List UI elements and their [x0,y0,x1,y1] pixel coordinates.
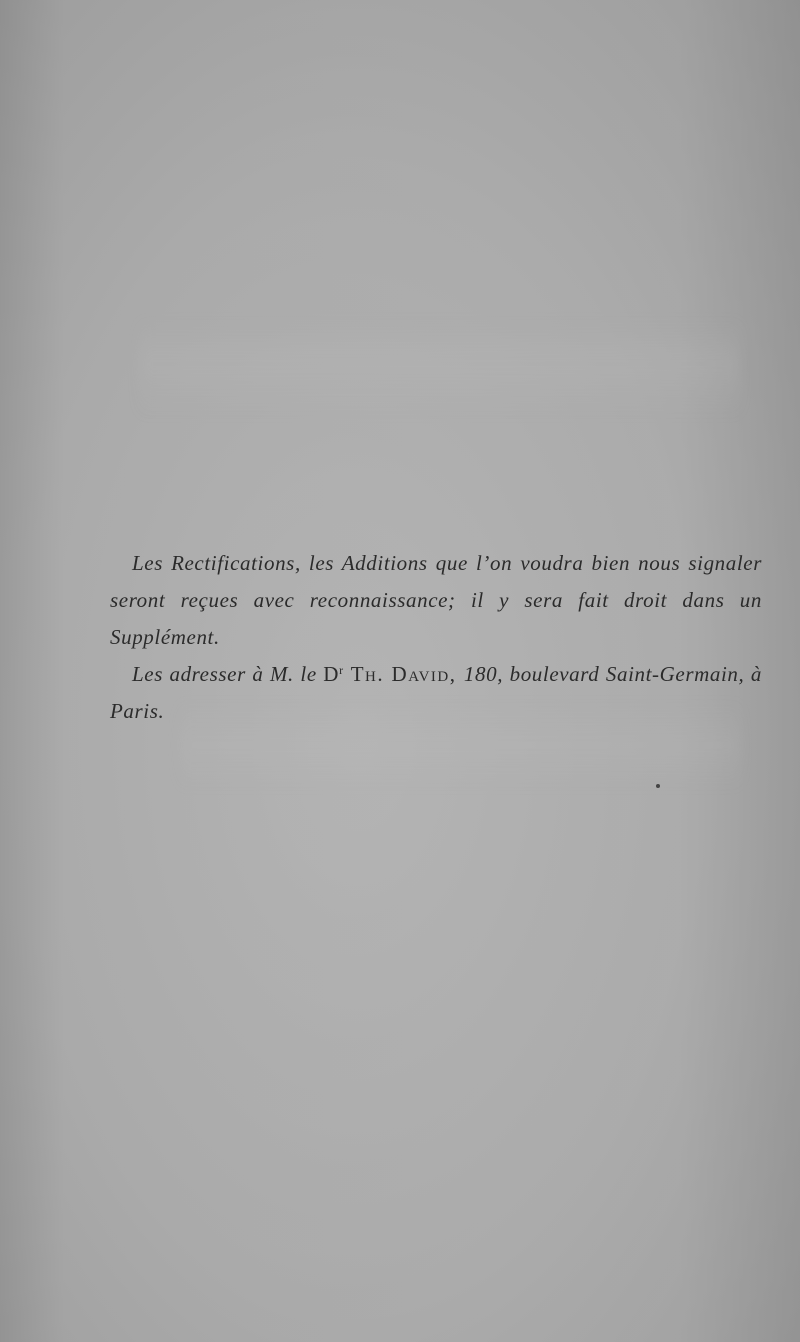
doctor-title: $D^r$ [323,662,344,686]
street-number: 180 [463,662,498,686]
notice-paragraph-1: Les Rectifications, les Additions que l’on voudra bien nous signaler seront reçues avec reconnaissance; il y sera fait droit dans un Supplément. [110,551,762,649]
author-name: Th. David, [343,662,464,686]
ink-speck [656,784,660,788]
address-prefix: Les adresser à M. le [132,662,324,686]
errata-notice [110,545,762,730]
address-suffix: , boulevard Saint-Germain, à Paris. [110,662,762,723]
bleed-through-shadow [140,318,740,418]
notice-paragraph-2 [110,656,762,730]
